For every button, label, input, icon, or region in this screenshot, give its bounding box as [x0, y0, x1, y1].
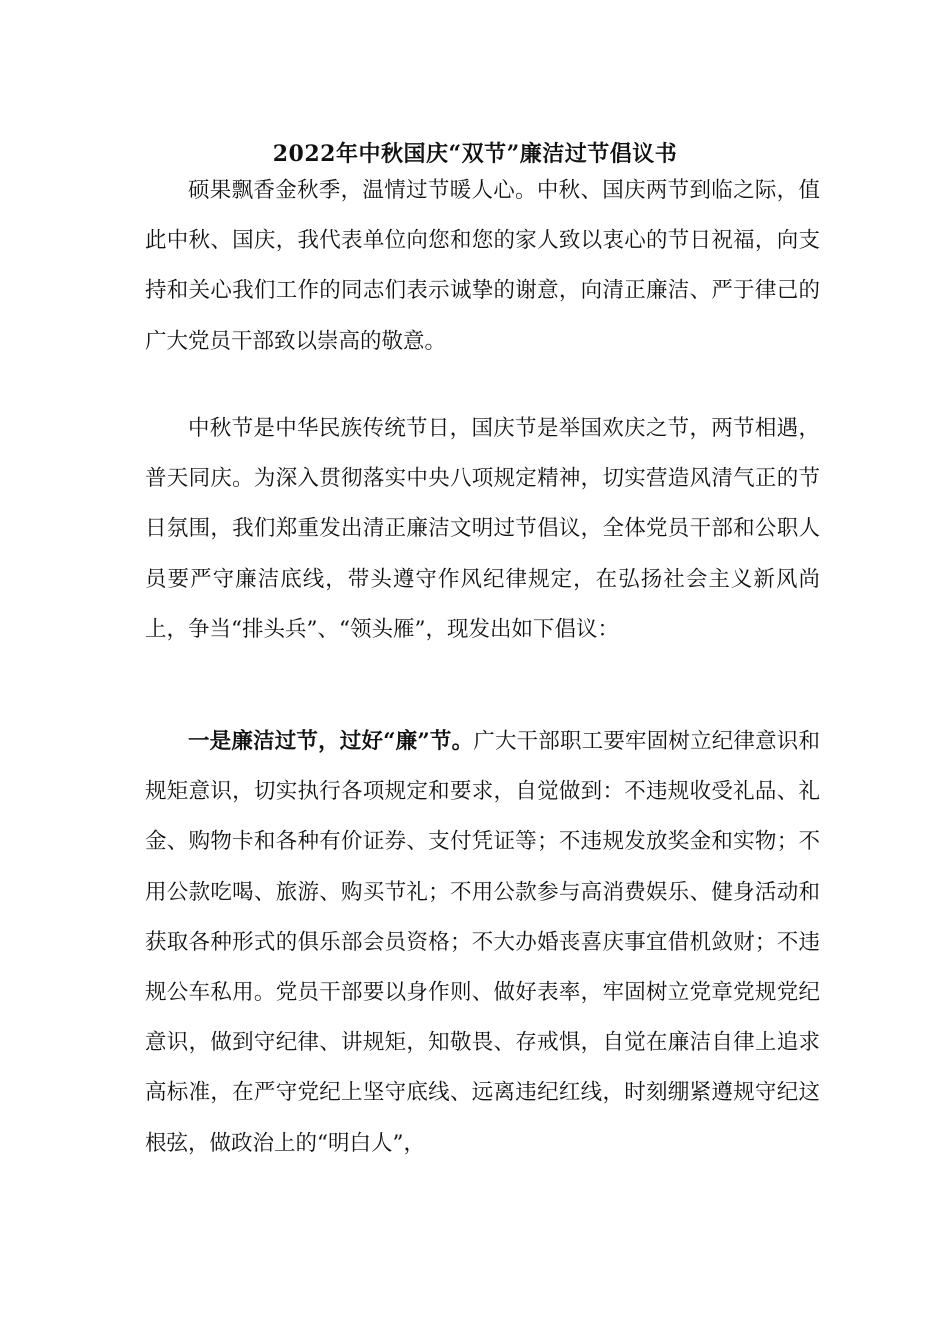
paragraph-text: 中秋节是中华民族传统节日，国庆节是举国欢庆之节，两节相遇，普天同庆。为深入贯彻落实中央八项规定精神，切实营造风清气正的节日氛围，我们郑重发出清正廉洁文明过节倡议，全体党员干部和公职人员要严守廉洁底线，带头遵守作风纪律规定，在弘扬社会主义新风尚上，争当“排头兵”、“领头雁”，现发出如下倡议： [145, 416, 820, 642]
paragraph-greeting [145, 166, 820, 367]
paragraph-text: 硕果飘香金秋季，温情过节暖人心。中秋、国庆两节到临之际，值此中秋、国庆，我代表单位向您和您的家人致以衷心的节日祝福，向支持和关心我们工作的同志们表示诚挚的谢意，向清正廉洁、严于律己的广大党员干部致以崇高的敬意。 [145, 178, 820, 354]
paragraph-background [145, 404, 820, 655]
document-title: 2022年中秋国庆“双节”廉洁过节倡议书 [272, 141, 678, 167]
paragraph-item-one [145, 717, 820, 1169]
paragraph-text: 广大干部职工要牢固树立纪律意识和规矩意识，切实执行各项规定和要求，自觉做到：不违规收受礼品、礼金、购物卡和各种有价证券、支付凭证等；不违规发放奖金和实物；不用公款吃喝、旅游、购买节礼；不用公款参与高消费娱乐、健身活动和获取各种形式的俱乐部会员资格；不大办婚丧喜庆事宜借机敛财；不违规公车私用。党员干部要以身作则、做好表率，牢固树立党章党规党纪意识，做到守纪律、讲规矩，知敬畏、存戒惧，自觉在廉洁自律上追求高标准，在严守党纪上坚守底线、远离违纪红线，时刻绷紧遵规守纪这根弦，做政治上的“明白人”， [145, 729, 820, 1156]
paragraph-lead-heading: 一是廉洁过节，过好“廉”节。 [188, 729, 474, 754]
